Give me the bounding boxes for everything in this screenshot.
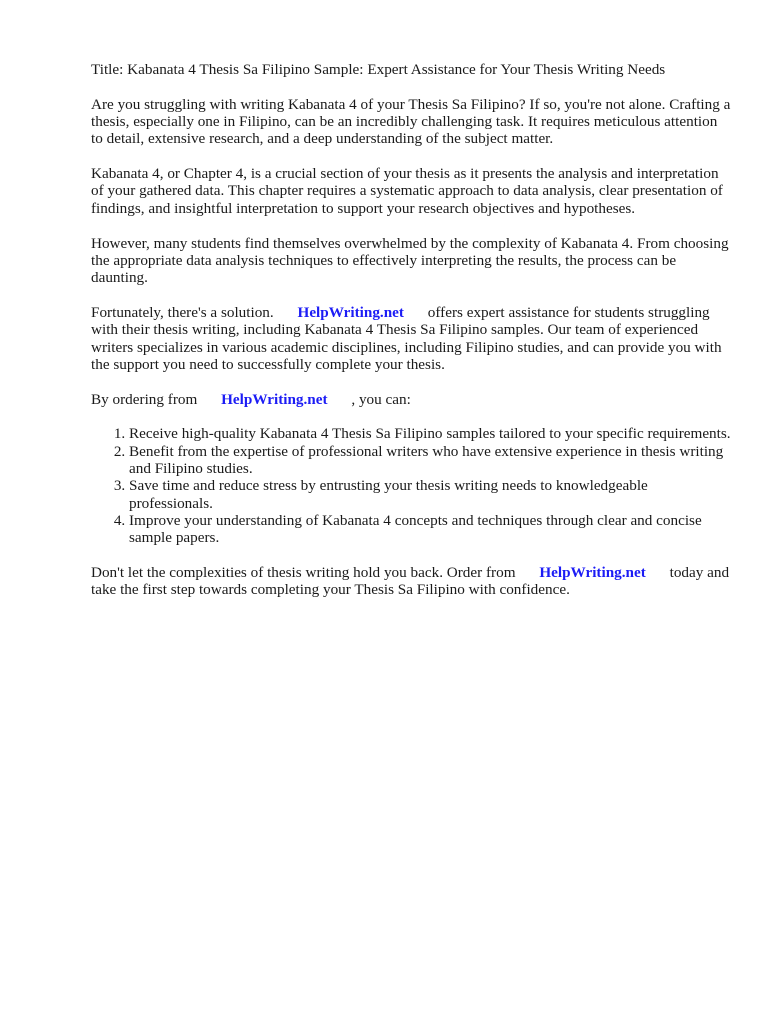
- closing-today-text: today: [669, 564, 704, 582]
- ordering-lead-text: By ordering from: [91, 390, 198, 408]
- helpwriting-link-3[interactable]: HelpWriting.net: [539, 564, 646, 582]
- benefits-list: [91, 425, 731, 546]
- paragraph-intro: Are you struggling with writing Kabanata 4 of your Thesis Sa Filipino? If so, you're not alone. Crafting a thesis, especially one in Filipino, can be an incredibly challenging task. It requires meticulous attention to detail, extensive research, and a deep understanding of the subject matter.: [91, 95, 731, 148]
- benefits-list-item: 1. Receive high-quality Kabanata 4 Thesis Sa Filipino samples tailored to your specific requirements.: [129, 425, 731, 442]
- document-page: [91, 61, 731, 616]
- paragraph-ordering: [91, 391, 731, 408]
- benefits-list-item: 4. Improve your understanding of Kabanata 4 concepts and techniques through clear and concise sample papers.: [129, 512, 731, 547]
- document-title: Title: Kabanata 4 Thesis Sa Filipino Sample: Expert Assistance for Your Thesis Writing Needs: [91, 61, 666, 78]
- closing-lead-text: Don't let the complexities of thesis writing hold you back. Order from: [91, 564, 516, 582]
- paragraph-complexity: However, many students find themselves overwhelmed by the complexity of Kabanata 4. From choosing the appropriate data analysis techniques to effectively interpreting the results, the process can be daunting.: [91, 234, 729, 287]
- benefits-list-item: 3. Save time and reduce stress by entrusting your thesis writing needs to knowledgeable professionals.: [129, 477, 731, 512]
- paragraph-closing: [91, 564, 731, 599]
- helpwriting-link-1[interactable]: HelpWriting.net: [297, 303, 404, 321]
- paragraph-solution: [91, 304, 731, 373]
- solution-body-text: offers expert assistance for students struggling with their thesis writing, including Kabanata 4 Thesis Sa Filipino samples. Our team of experienced writers specializes in various academic disciplines, including Filipino studies, and can provide you with the support you need to successfully complete your thesis.: [91, 303, 722, 373]
- helpwriting-link-2[interactable]: HelpWriting.net: [221, 390, 328, 408]
- ordering-tail-text: , you can:: [351, 390, 411, 408]
- benefits-list-item: 2. Benefit from the expertise of professional writers who have extensive experience in thesis writing and Filipino studies.: [129, 443, 731, 478]
- closing-end-text: and take the first step towards completing your Thesis Sa Filipino with confidence.: [91, 564, 730, 599]
- solution-lead-text: Fortunately, there's a solution.: [91, 303, 274, 321]
- paragraph-chapter-4: Kabanata 4, or Chapter 4, is a crucial section of your thesis as it presents the analysis and interpretation of your gathered data. This chapter requires a systematic approach to data analysis, clear presentation of findings, and insightful interpretation to support your research objectives and hypotheses.: [91, 165, 723, 217]
